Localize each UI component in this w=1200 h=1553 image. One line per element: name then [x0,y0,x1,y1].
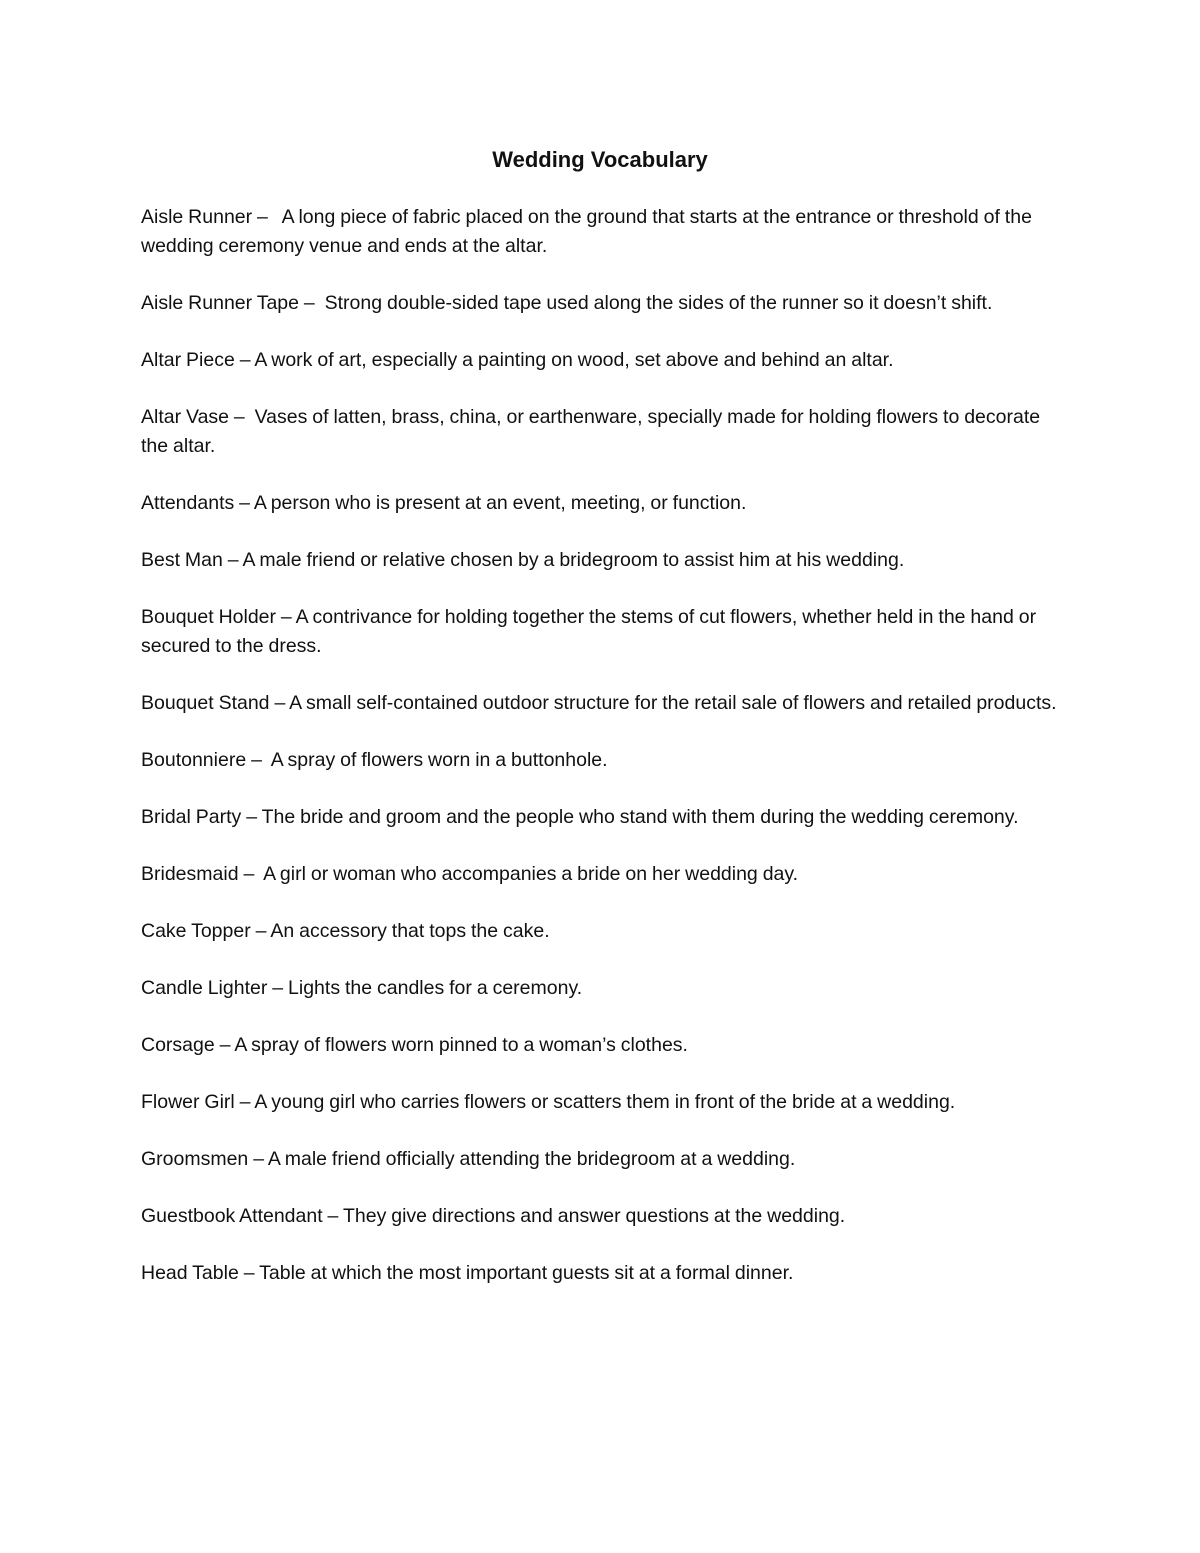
entry-separator: – [299,292,325,314]
entry-definition: A work of art, especially a painting on wood, set above and behind an altar. [254,349,894,371]
entry-separator: – [269,692,290,714]
entry-definition: A girl or woman who accompanies a bride on her wedding day. [263,863,799,885]
vocabulary-entry [141,1031,1066,1060]
entry-term: Bridesmaid [141,863,239,885]
vocabulary-entry [141,346,1066,375]
vocabulary-entry [141,1088,1066,1117]
vocabulary-entry [141,289,1066,318]
entry-separator: – [250,920,271,942]
entry-term: Best Man [141,549,223,571]
vocabulary-entry [141,1259,1066,1288]
entry-definition: Table at which the most important guests sit at a formal dinner. [259,1262,794,1284]
vocabulary-entry [141,803,1066,832]
entry-separator: – [241,806,262,828]
entry-definition: A person who is present at an event, meeting, or function. [253,492,747,514]
entry-definition: An accessory that tops the cake. [270,920,550,942]
entry-definition: A long piece of fabric placed on the ground that starts at the entrance or threshold of the wedding ceremony venue and ends at the altar. [141,206,1032,257]
entry-term: Aisle Runner Tape [141,292,299,314]
vocabulary-entry [141,489,1066,518]
entry-definition: Vases of latten, brass, china, or earthenware, specially made for holding flowers to decorate the altar. [141,406,1041,457]
entry-separator: – [229,406,255,428]
entry-separator: – [238,863,264,885]
vocabulary-entry [141,860,1066,889]
entry-definition: A spray of flowers worn in a buttonhole. [270,749,608,771]
entry-term: Corsage [141,1034,215,1056]
entry-term: Altar Piece [141,349,235,371]
entry-separator: – [214,1034,235,1056]
entry-definition: A male friend officially attending the bridegroom at a wedding. [267,1148,796,1170]
entry-separator: – [234,349,255,371]
entry-separator: – [248,1148,268,1170]
vocabulary-entry [141,603,1066,661]
vocabulary-entry [141,1202,1066,1231]
entry-definition: A male friend or relative chosen by a bridegroom to assist him at his wedding. [242,549,905,571]
entry-separator: – [222,549,243,571]
entry-definition: A young girl who carries flowers or scatters them in front of the bride at a wedding. [254,1091,956,1113]
entry-separator: – [234,1091,255,1113]
entry-term: Altar Vase [141,406,230,428]
entry-definition: A contrivance for holding together the stems of cut flowers, whether held in the hand or secured to the dress. [141,606,1037,657]
entry-separator: – [267,977,289,999]
entry-definition: Lights the candles for a ceremony. [288,977,583,999]
entry-separator: – [276,606,296,628]
entry-term: Flower Girl [141,1091,235,1113]
vocabulary-entry [141,203,1066,261]
entry-definition: A spray of flowers worn pinned to a woman’s clothes. [234,1034,688,1056]
vocabulary-list [141,203,1066,1316]
entry-term: Bridal Party [141,806,242,828]
vocabulary-entry [141,403,1066,461]
entry-definition: They give directions and answer questions at the wedding. [342,1205,846,1227]
entry-separator: – [252,206,282,228]
entry-term: Candle Lighter [141,977,268,999]
vocabulary-entry [141,689,1066,718]
entry-separator: – [238,1262,260,1284]
entry-separator: – [234,492,254,514]
vocabulary-entry [141,546,1066,575]
entry-separator: – [246,749,271,771]
vocabulary-entry [141,1145,1066,1174]
vocabulary-entry [141,974,1066,1003]
entry-term: Guestbook Attendant [141,1205,323,1227]
entry-term: Head Table [141,1262,239,1284]
page-title: Wedding Vocabulary [492,147,708,172]
vocabulary-entry [141,917,1066,946]
entry-term: Attendants [141,492,235,514]
entry-term: Boutonniere [141,749,247,771]
entry-separator: – [322,1205,343,1227]
entry-term: Cake Topper [141,920,251,942]
entry-term: Aisle Runner [141,206,253,228]
entry-definition: The bride and groom and the people who stand with them during the wedding ceremony. [261,806,1019,828]
entry-definition: Strong double-sided tape used along the sides of the runner so it doesn’t shift. [324,292,993,314]
entry-definition: A small self-contained outdoor structure for the retail sale of flowers and retailed products. [289,692,1057,714]
vocabulary-entry [141,746,1066,775]
entry-term: Groomsmen [141,1148,249,1170]
entry-term: Bouquet Stand [141,692,270,714]
entry-term: Bouquet Holder [141,606,277,628]
